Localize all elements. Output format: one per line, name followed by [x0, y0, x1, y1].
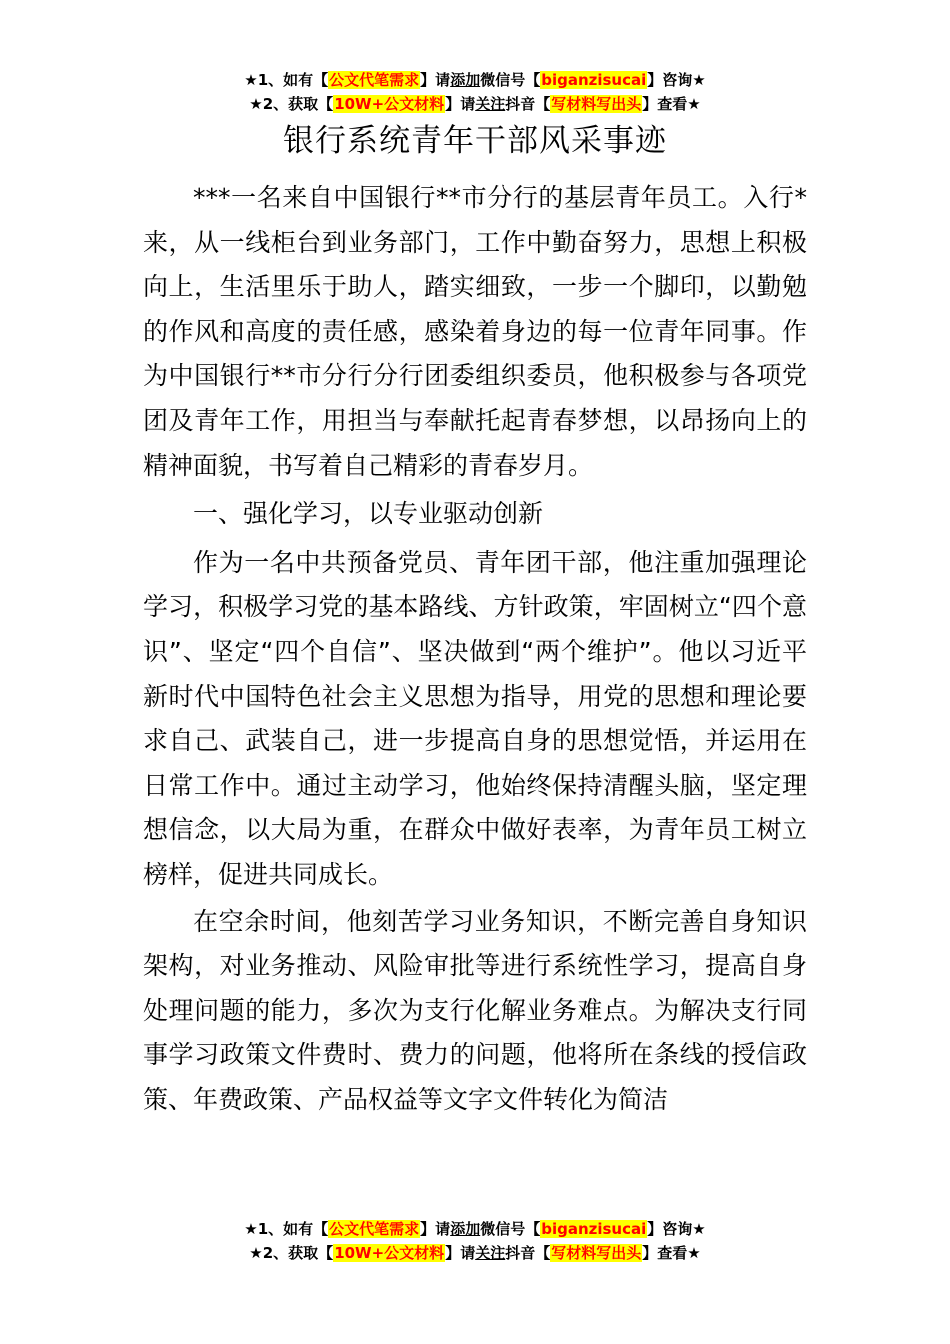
paragraph-intro: ***一名来自中国银行**市分行的基层青年员工。入行*来，从一线柜台到业务部门，工作中勤奋努力，思想上积极向上，生活里乐于助人，踏实细致，一步一个脚印，以勤勉的作风和高度的责任感，感染着身边的每一位青年同事。作为中国银行**市分行分行团委组织委员，他积极参与各项党团及青年工作，用担当与奉献托起青春梦想，以昂扬向上的精神面貌，书写着自己精彩的青春岁月。: [143, 183, 807, 480]
highlight-service: 公文代笔需求: [329, 1220, 420, 1238]
document-body: [143, 176, 807, 1122]
section-heading-1: 一、强化学习，以专业驱动创新: [193, 499, 544, 529]
paragraph-business: 在空余时间，他刻苦学习业务知识，不断完善自身知识架构，对业务推动、风险审批等进行系统性学习，提高自身处理问题的能力，多次为支行化解业务难点。为解决支行同事学习政策文件费时、费力的问题，他将所在条线的授信政策、年费政策、产品权益等文字文件转化为简洁: [143, 906, 807, 1114]
highlight-wechat-id: biganzisucai: [541, 1220, 647, 1238]
highlight-wechat-id: biganzisucai: [541, 71, 647, 89]
footer-banner: [0, 1217, 950, 1265]
banner-line-2: ★2、获取【10W+公文材料】请关注抖音【写材料写出头】查看★: [249, 95, 701, 113]
footer-line-1: ★1、如有【公文代笔需求】请添加微信号【biganzisucai】咨询★: [244, 1220, 706, 1238]
paragraph-study: 作为一名中共预备党员、青年团干部，他注重加强理论学习，积极学习党的基本路线、方针政策，牢固树立“四个意识”、坚定“四个自信”、坚决做到“两个维护”。他以习近平新时代中国特色社会主义思想为指导，用党的思想和理论要求自己、武装自己，进一步提高自身的思想觉悟，并运用在日常工作中。通过主动学习，他始终保持清醒头脑，坚定理想信念，以大局为重，在群众中做好表率，为青年员工树立榜样，促进共同成长。: [143, 547, 807, 889]
highlight-materials: 10W+公文材料: [334, 95, 445, 113]
highlight-douyin: 写材料写出头: [551, 95, 642, 113]
header-banner: [0, 68, 950, 116]
document-title: 银行系统青年干部风采事迹: [283, 123, 667, 159]
highlight-materials: 10W+公文材料: [334, 1244, 445, 1262]
highlight-douyin: 写材料写出头: [551, 1244, 642, 1262]
footer-line-2: ★2、获取【10W+公文材料】请关注抖音【写材料写出头】查看★: [249, 1244, 701, 1262]
highlight-service: 公文代笔需求: [329, 71, 420, 89]
banner-line-1: ★1、如有【公文代笔需求】请添加微信号【biganzisucai】咨询★: [244, 71, 706, 89]
